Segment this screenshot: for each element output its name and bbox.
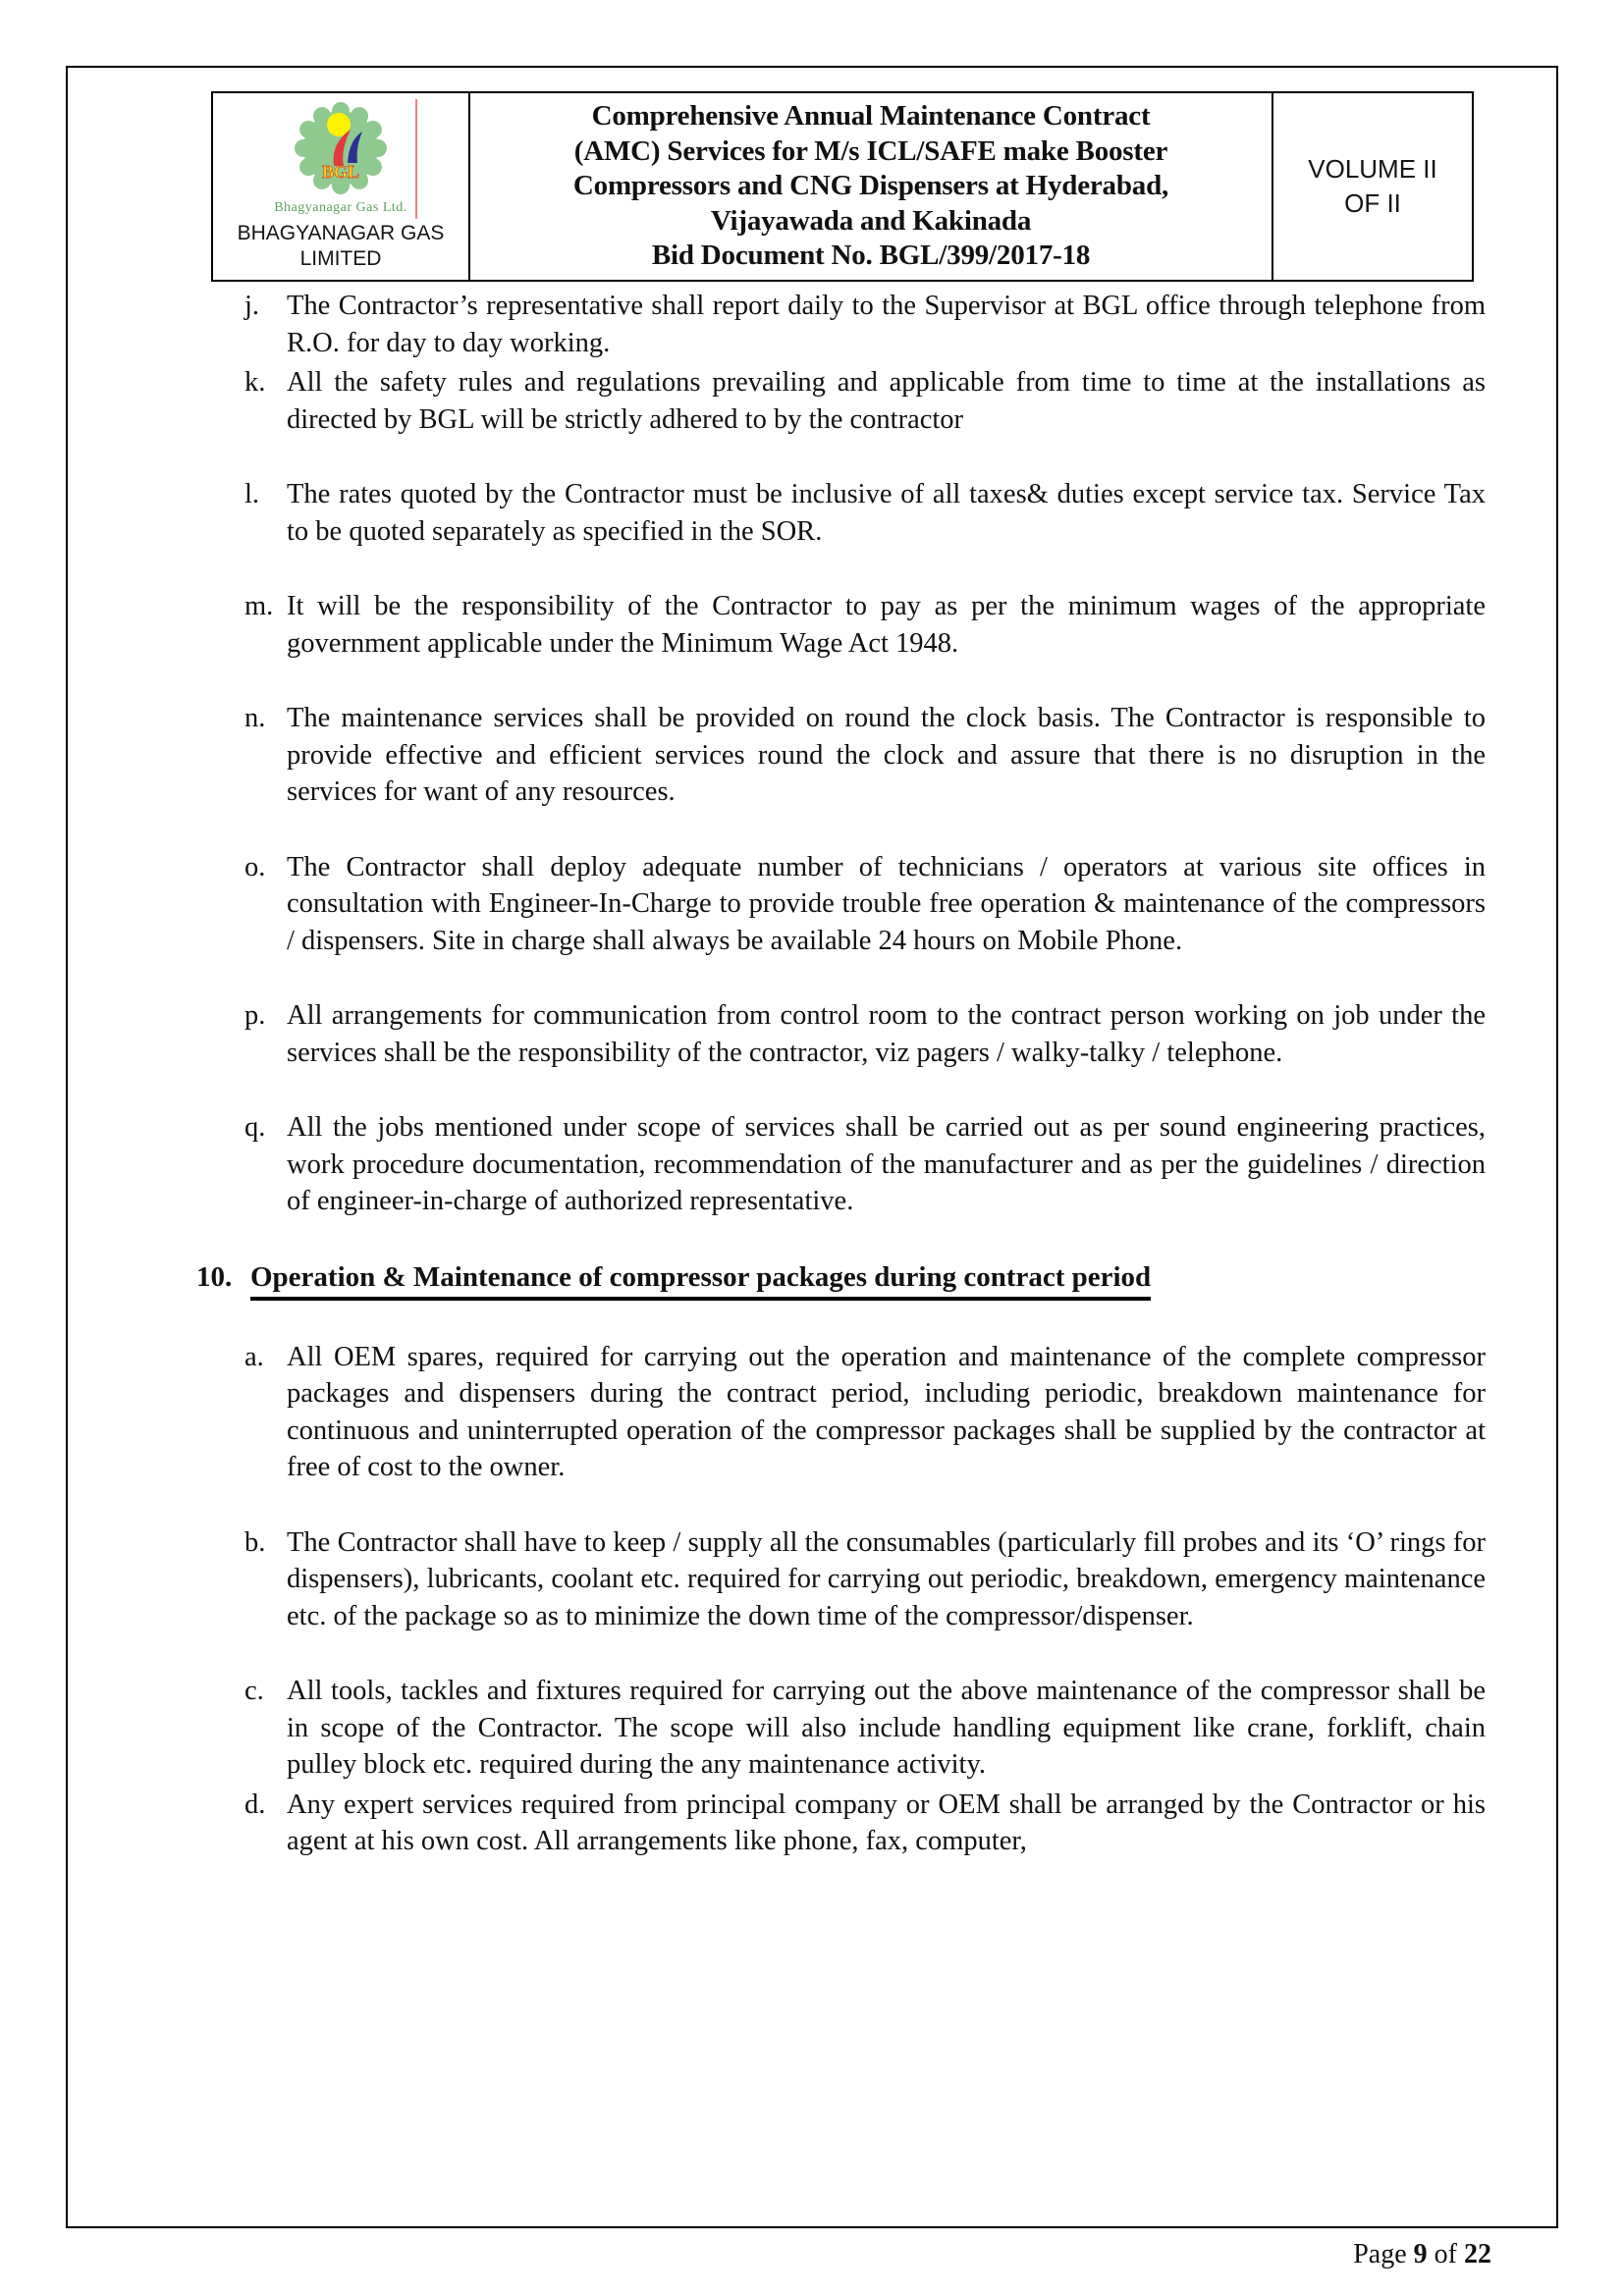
item-letter: d. bbox=[244, 1789, 266, 1820]
item-letter: c. bbox=[244, 1676, 264, 1706]
item-text: All arrangements for communication from control room to the contract person working on job under the services shall be the responsibility of the contractor, viz pagers / walky-talky / telephone. bbox=[287, 1000, 1486, 1068]
item-text: All OEM spares, required for carrying out the operation and maintenance of the complete compressor packages and dispensers during the contract period, including periodic, breakdown maintenance for continuous and uninterrupted operation of the compressor packages shall be supplied by the contractor at free of cost to the owner. bbox=[287, 1341, 1486, 1482]
title-line: (AMC) Services for M/s ICL/SAFE make Booster bbox=[573, 134, 1168, 167]
item-text: The Contractor shall deploy adequate number of technicians / operators at various site offices in consultation with Engineer-In-Charge to provide trouble free operation & maintenance of the compressors / dispensers. Site in charge shall always be available 24 hours on Mobile Phone. bbox=[287, 851, 1486, 956]
logo-monogram: BGL bbox=[321, 162, 360, 182]
title-line: Comprehensive Annual Maintenance Contract bbox=[591, 100, 1151, 132]
item-letter: p. bbox=[244, 1000, 266, 1031]
list-item bbox=[244, 1109, 1486, 1220]
logo-divider-line bbox=[415, 99, 417, 219]
item-letter: m. bbox=[244, 591, 274, 621]
page-border bbox=[66, 66, 1558, 2228]
item-text: All the safety rules and regulations prevailing and applicable from time to time at the installations as directed by BGL will be strictly adhered to by the contractor bbox=[287, 367, 1486, 435]
item-letter: q. bbox=[244, 1112, 266, 1143]
item-text: Any expert services required from principal company or OEM shall be arranged by the Contractor or his agent at his own cost. All arrangements like phone, fax, computer, bbox=[287, 1789, 1486, 1856]
page-footer bbox=[1353, 2238, 1491, 2271]
list-item bbox=[244, 476, 1486, 550]
page-number: 9 bbox=[1413, 2239, 1428, 2269]
item-letter: a. bbox=[244, 1341, 264, 1372]
list-item bbox=[244, 997, 1486, 1071]
page-total: 22 bbox=[1464, 2239, 1491, 2269]
section-number: 10. bbox=[196, 1260, 233, 1293]
bgl-logo-icon bbox=[291, 101, 391, 199]
item-text: The maintenance services shall be provided on round the clock basis. The Contractor is responsible to provide effective and efficient services round the clock and assure that there is no disruption in the services for want of any resources. bbox=[287, 703, 1486, 807]
list-item bbox=[244, 700, 1486, 811]
volume-label bbox=[1273, 93, 1472, 280]
body-text bbox=[68, 288, 1486, 1860]
title-line: Bid Document No. BGL/399/2017-18 bbox=[651, 240, 1091, 271]
title-line: Vijayawada and Kakinada bbox=[710, 204, 1032, 237]
item-text: It will be the responsibility of the Contractor to pay as per the minimum wages of the appropriate government applicable under the Minimum Wage Act 1948. bbox=[287, 591, 1486, 659]
list-item bbox=[244, 364, 1486, 438]
company-name: BHAGYANAGAR GAS LIMITED bbox=[237, 222, 445, 270]
list-item bbox=[244, 1673, 1486, 1784]
volume-line: OF II bbox=[1344, 188, 1401, 218]
list-item bbox=[244, 1524, 1486, 1635]
title-line: Compressors and CNG Dispensers at Hyderabad, bbox=[572, 170, 1169, 201]
item-letter: k. bbox=[244, 367, 266, 398]
item-letter: j. bbox=[244, 291, 260, 321]
item-letter: l. bbox=[244, 479, 260, 509]
volume-line: VOLUME II bbox=[1308, 154, 1437, 184]
footer-of: of bbox=[1434, 2239, 1457, 2269]
list-item bbox=[244, 849, 1486, 960]
list-item bbox=[244, 588, 1486, 662]
item-text: All the jobs mentioned under scope of services shall be carried out as per sound engineering practices, work procedure documentation, recommendation of the manufacturer and as per the guidelines / direction of engineer-in-charge of authorized representative. bbox=[287, 1112, 1486, 1216]
list-item bbox=[244, 288, 1486, 361]
item-letter: o. bbox=[244, 851, 266, 882]
item-letter: n. bbox=[244, 703, 266, 733]
list-item bbox=[244, 1339, 1486, 1486]
item-text: All tools, tackles and fixtures required for carrying out the above maintenance of the compressor shall be in scope of the Contractor. The scope will also include handling equipment like crane, forklift, chain pulley block etc. required during the any maintenance activity. bbox=[287, 1676, 1486, 1780]
section-heading bbox=[196, 1258, 1486, 1301]
logo-caption: Bhagyanagar Gas Ltd. bbox=[274, 200, 407, 215]
item-text: The Contractor’s representative shall report daily to the Supervisor at BGL office through telephone from R.O. for day to day working. bbox=[287, 291, 1486, 358]
footer-label: Page bbox=[1353, 2239, 1407, 2269]
header-table bbox=[211, 91, 1474, 282]
section-heading-text: Operation & Maintenance of compressor packages during contract period bbox=[250, 1258, 1151, 1301]
item-text: The rates quoted by the Contractor must be inclusive of all taxes& duties except service tax. Service Tax to be quoted separately as specified in the SOR. bbox=[287, 479, 1486, 547]
logo-cell bbox=[213, 93, 468, 280]
item-letter: b. bbox=[244, 1526, 266, 1558]
list-item bbox=[244, 1787, 1486, 1860]
item-text: The Contractor shall have to keep / supply all the consumables (particularly fill probes and its ‘O’ rings for dispensers), lubricants, coolant etc. required for carrying out periodic, breakdown, emergency maintenance etc. of the package so as to minimize the down time of the compressor/dispenser. bbox=[287, 1526, 1486, 1631]
document-title bbox=[468, 93, 1273, 280]
